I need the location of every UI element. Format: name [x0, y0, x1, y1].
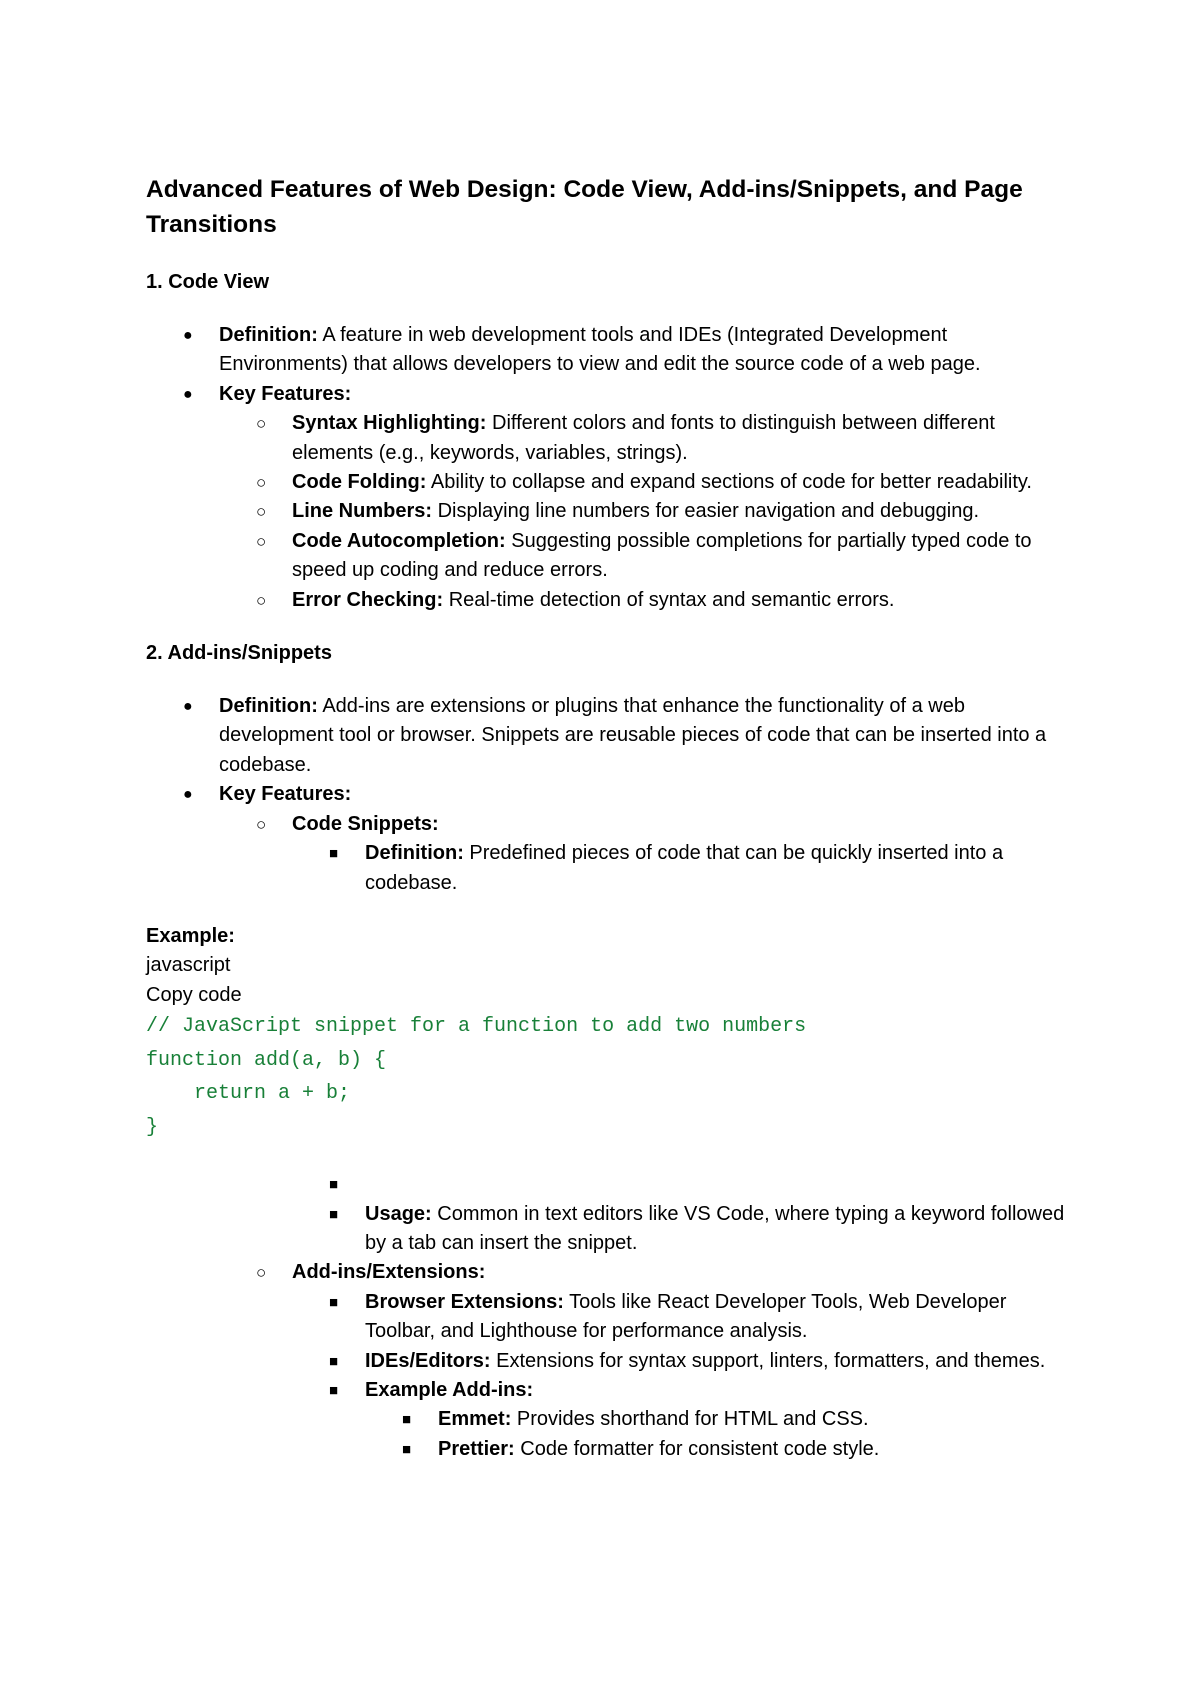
feature-label: Code Folding: [292, 471, 427, 494]
code-line: } [146, 1115, 159, 1139]
document-title: Advanced Features of Web Design: Code View, Add-ins/Snippets, and Page Transitions [146, 176, 1023, 238]
list-item [146, 810, 1070, 839]
bullet-circle-icon: ○ [256, 814, 267, 834]
feature-text: Suggesting possible completions for partially typed code to speed up coding and reduce errors. [292, 529, 1032, 582]
bullet-circle-icon: ○ [256, 473, 267, 493]
section-2-heading: 2. Add-ins/Snippets [146, 642, 332, 665]
key-features-label: Key Features: [219, 382, 352, 405]
code-snippets-label: Code Snippets: [292, 812, 439, 835]
section-2-list-continued [146, 1170, 1070, 1464]
bullet-square-icon: ■ [329, 1293, 339, 1311]
list-item [146, 321, 1070, 380]
feature-label: Error Checking: [292, 588, 444, 611]
code-line: // JavaScript snippet for a function to add two numbers [146, 1015, 807, 1039]
list-item [146, 468, 1070, 497]
bullet-square-icon: ■ [329, 1381, 339, 1399]
feature-label: Syntax Highlighting: [292, 412, 487, 435]
list-item [146, 1376, 1070, 1405]
ides-editors-text: Extensions for syntax support, linters, formatters, and themes. [490, 1349, 1046, 1372]
code-block [146, 1010, 1070, 1144]
feature-text: Displaying line numbers for easier navigation and debugging. [432, 500, 980, 523]
bullet-disc-icon: ● [183, 698, 193, 716]
snippet-definition-text: Predefined pieces of code that can be quickly inserted into a codebase. [365, 842, 1004, 894]
list-item [146, 1258, 1070, 1287]
bullet-square-icon: ■ [329, 1352, 339, 1370]
feature-text: Ability to collapse and expand sections of code for better readability. [426, 471, 1032, 494]
bullet-square-icon: ■ [329, 845, 339, 863]
feature-text: Different colors and fonts to distinguish between different elements (e.g., keywords, variables, strings). [292, 412, 995, 464]
list-item [146, 1347, 1070, 1376]
snippet-definition-label: Definition: [365, 842, 464, 865]
bullet-disc-icon: ● [183, 786, 193, 804]
list-item [146, 1435, 1070, 1464]
feature-label: Code Autocompletion: [292, 529, 506, 552]
list-item [146, 1288, 1070, 1347]
addin-label: Emmet: [438, 1408, 512, 1431]
list-item [146, 692, 1070, 780]
definition-text: A feature in web development tools and IDEs (Integrated Development Environments) that allows developers to view and edit the source code of a web page. [219, 324, 981, 376]
document-content [146, 172, 1070, 1464]
copy-code-text: Copy code [146, 983, 242, 1006]
bullet-square-icon: ■ [402, 1440, 412, 1458]
bullet-disc-icon: ● [183, 385, 193, 403]
bullet-square-icon: ■ [329, 1205, 339, 1223]
bullet-circle-icon: ○ [256, 1263, 267, 1283]
bullet-circle-icon: ○ [256, 414, 267, 434]
bullet-square-icon: ■ [329, 1176, 339, 1194]
code-line: return a + b; [146, 1082, 351, 1106]
key-features-label: Key Features: [219, 783, 352, 806]
browser-extensions-text: Tools like React Developer Tools, Web Developer Toolbar, and Lighthouse for performance analysis. [365, 1290, 1007, 1343]
definition-text: Add-ins are extensions or plugins that enhance the functionality of a web development tool or browser. Snippets are reusable pieces of code that can be inserted into a codebase. [219, 695, 1047, 776]
list-item [146, 380, 1070, 409]
list-item-empty [146, 1170, 1070, 1199]
list-item [146, 1405, 1070, 1434]
definition-label: Definition: [219, 324, 318, 346]
definition-label: Definition: [219, 695, 318, 718]
addin-label: Prettier: [438, 1437, 515, 1460]
list-item [146, 839, 1070, 898]
ides-editors-label: IDEs/Editors: [365, 1349, 491, 1372]
list-item [146, 497, 1070, 526]
list-item [146, 1200, 1070, 1259]
list-item [146, 409, 1070, 468]
usage-text: Common in text editors like VS Code, where typing a keyword followed by a tab can insert the snippet. [365, 1202, 1065, 1254]
addins-label: Add-ins/Extensions: [292, 1261, 486, 1284]
feature-label: Line Numbers: [292, 500, 433, 523]
addin-text: Code formatter for consistent code style. [514, 1437, 880, 1460]
example-addins-label: Example Add-ins: [365, 1378, 534, 1401]
list-item [146, 586, 1070, 615]
bullet-circle-icon: ○ [256, 502, 267, 522]
browser-extensions-label: Browser Extensions: [365, 1290, 564, 1313]
code-line: function add(a, b) { [146, 1048, 387, 1072]
example-language: javascript [146, 954, 231, 977]
usage-label: Usage: [365, 1202, 432, 1225]
feature-text: Real-time detection of syntax and semantic errors. [443, 588, 895, 611]
addin-text: Provides shorthand for HTML and CSS. [511, 1408, 869, 1431]
section-1-heading: 1. Code View [146, 271, 270, 293]
section-2-list [146, 692, 1070, 898]
example-label [146, 922, 1070, 951]
section-1-list [146, 321, 1070, 615]
bullet-square-icon: ■ [402, 1411, 412, 1429]
bullet-circle-icon: ○ [256, 531, 267, 551]
bullet-circle-icon: ○ [256, 590, 267, 610]
example-label-text: Example: [146, 924, 235, 947]
list-item [146, 780, 1070, 809]
bullet-disc-icon: ● [183, 327, 193, 344]
list-item [146, 527, 1070, 586]
